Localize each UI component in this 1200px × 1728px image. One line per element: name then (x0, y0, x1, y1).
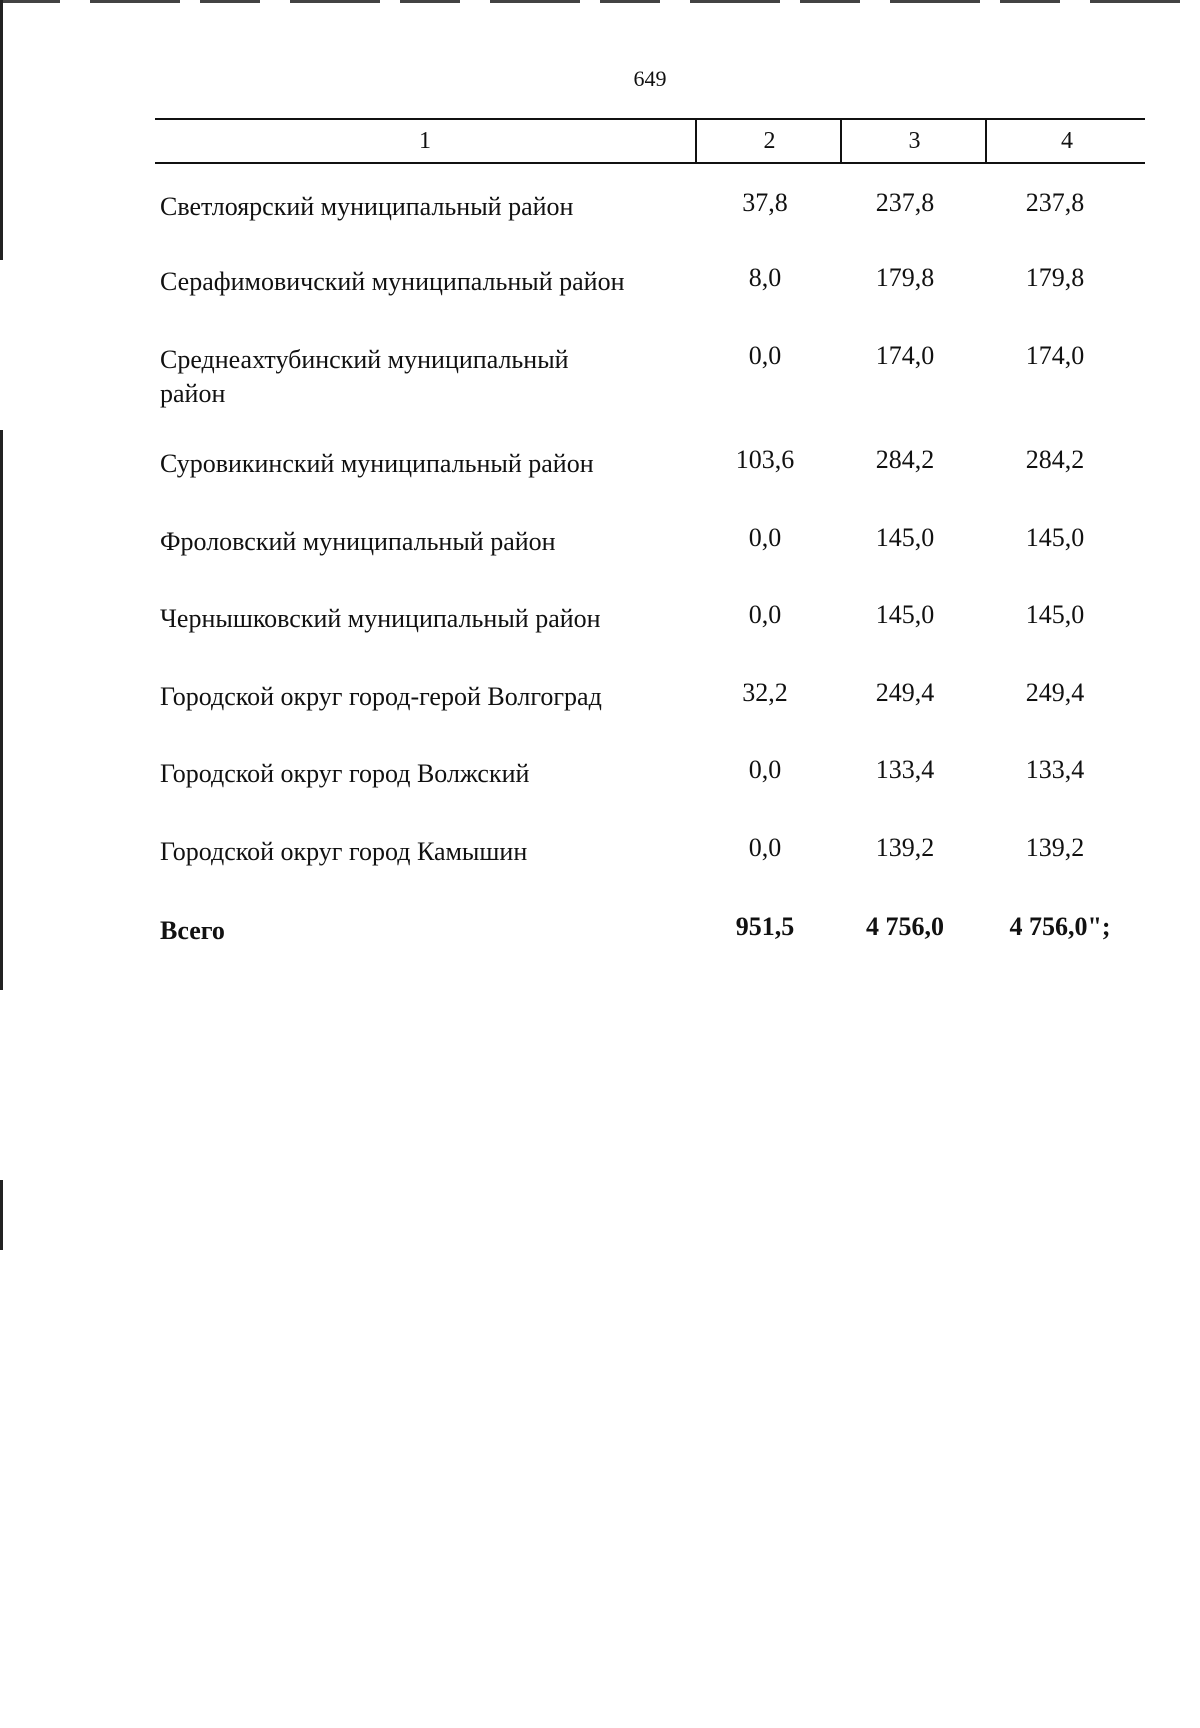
row-name: Суровикинский муниципальный район (160, 449, 594, 478)
column-header-3: 3 (840, 120, 987, 162)
total-label: Всего (160, 916, 225, 945)
column-header-4: 4 (985, 120, 1147, 162)
column-header-2: 2 (695, 120, 842, 162)
row-value-col2: 8,0 (748, 263, 782, 292)
page-number: 649 (633, 66, 667, 91)
row-name: Городской округ город Волжский (160, 759, 530, 788)
row-value-col3: 237,8 (875, 188, 935, 217)
row-value-col4: 249,4 (1025, 678, 1085, 707)
scan-edge-left (0, 430, 3, 990)
row-value-col3: 179,8 (875, 263, 935, 292)
row-name: Среднеахтубинский муниципальный район (160, 345, 569, 408)
row-value-col2: 0,0 (748, 523, 782, 552)
scan-edge-top (0, 0, 1200, 3)
row-value-col3: 145,0 (875, 600, 935, 629)
scan-edge-left (0, 0, 3, 260)
row-value-col4: 174,0 (1025, 341, 1085, 370)
row-value-col2: 103,6 (735, 445, 795, 474)
row-value-col2: 0,0 (748, 341, 782, 370)
row-value-col4: 145,0 (1025, 523, 1085, 552)
table-header (155, 118, 1145, 164)
row-value-col4: 139,2 (1025, 833, 1085, 862)
row-value-col4: 237,8 (1025, 188, 1085, 217)
row-value-col3: 145,0 (875, 523, 935, 552)
row-value-col2: 0,0 (748, 600, 782, 629)
row-name: Чернышковский муниципальный район (160, 604, 601, 633)
row-value-col3: 139,2 (875, 833, 935, 862)
total-value-col4: 4 756,0"; (1009, 912, 1111, 941)
scan-edge-left (0, 1180, 3, 1250)
row-value-col3: 133,4 (875, 755, 935, 784)
total-value-col2: 951,5 (735, 912, 795, 941)
row-value-col3: 284,2 (875, 445, 935, 474)
column-header-1: 1 (419, 128, 431, 154)
row-value-col4: 179,8 (1025, 263, 1085, 292)
row-value-col4: 133,4 (1025, 755, 1085, 784)
row-value-col2: 0,0 (748, 833, 782, 862)
row-name: Городской округ город-герой Волгоград (160, 682, 602, 711)
row-value-col3: 249,4 (875, 678, 935, 707)
row-value-col3: 174,0 (875, 341, 935, 370)
row-value-col4: 145,0 (1025, 600, 1085, 629)
row-name: Светлоярский муниципальный район (160, 192, 574, 221)
row-name: Городской округ город Камышин (160, 837, 528, 866)
row-value-col2: 0,0 (748, 755, 782, 784)
row-name: Серафимовичский муниципальный район (160, 267, 625, 296)
row-value-col2: 37,8 (742, 188, 788, 217)
row-name: Фроловский муниципальный район (160, 527, 556, 556)
row-value-col2: 32,2 (742, 678, 788, 707)
row-value-col4: 284,2 (1025, 445, 1085, 474)
total-value-col3: 4 756,0 (866, 912, 944, 941)
